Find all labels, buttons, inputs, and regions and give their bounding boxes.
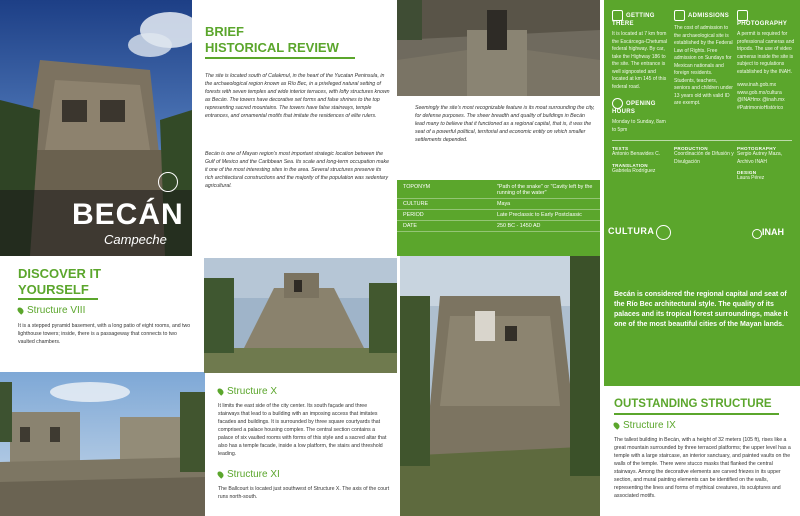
location-pin-icon [16, 306, 24, 314]
table-row [397, 221, 600, 232]
structure-ix-image [400, 256, 600, 516]
credits-texts [612, 146, 670, 175]
opening-hours-block [612, 98, 670, 134]
cover-logo-icon [158, 172, 178, 192]
credit-text: Antonio Benavides C. [612, 151, 661, 157]
credits-photography [737, 146, 795, 183]
discover-heading-line2: YOURSELF [18, 282, 89, 297]
structure-viii-heading [18, 305, 85, 316]
credit-text: Gabriela Rodríguez [612, 167, 656, 174]
quote-text: Becán is considered the regional capital and seat of the Río Bec architectural style. The quality of its palaces and its tropical forest surroundings, make it one of the most beautiful cities of the Mayan lands. [614, 291, 788, 329]
car-icon [612, 10, 623, 21]
admissions-block [674, 10, 734, 108]
outstanding-heading: OUTSTANDING STRUCTURE [614, 398, 772, 410]
table-key: TOPONYM [397, 182, 491, 199]
structure-ix-photo [400, 256, 600, 516]
discover-heading-underline [18, 298, 98, 300]
getting-there-block [612, 10, 670, 91]
location-pin-icon [216, 387, 224, 395]
credit-text: Coordinación de Difusión y Divulgación [674, 151, 734, 165]
getting-there-title: GETTING THERE [612, 13, 655, 27]
structure-ix-heading [614, 420, 676, 431]
admissions-title: ADMISSIONS [688, 13, 730, 20]
history-heading-line2: HISTORICAL REVIEW [205, 40, 339, 55]
photography-block [737, 10, 795, 112]
info-table-grid [397, 182, 600, 232]
structure-x-image [204, 258, 397, 373]
structure-ix-label: Structure IX [623, 420, 676, 431]
cover-title: BECÁN [72, 198, 184, 231]
credits-divider [612, 140, 792, 141]
structure-x-photo [204, 258, 397, 373]
emblem-icon [656, 225, 671, 240]
table-value: "Path of the snake" or "Cavity left by the running of the water" [491, 182, 600, 199]
structure-ix-text: The tallest building in Becán, with a height of 32 meters (105 ft), rises like a great mountain surrounded by three terraced platforms; the upper level has a temple with a large staircase, an interior sanctuary, and painted vaults on the walls of the temple. There were stucco masks that flanked the central stairways. Among the decorative elements are carved friezes in its upper section, and mural painting elements can be identified on the walls, representing the lines and forms of mythical creatures, its sculptures and associated motifs. [614, 437, 791, 500]
credit-title: TRANSLATION [612, 162, 648, 168]
plaza-image [0, 372, 205, 516]
structure-xi-text: The Ballcourt is located just southwest of Structure X. The axis of the court runs north-south. [218, 486, 390, 501]
table-row [397, 182, 600, 199]
opening-hours-title: OPENING HOURS [612, 101, 656, 115]
table-key: DATE [397, 221, 491, 232]
credits-production [674, 146, 734, 166]
logo-cultura: CULTURA [608, 226, 655, 236]
inah-logo-icon [752, 229, 762, 239]
structure-x-label: Structure X [227, 386, 278, 397]
credit-title: DESIGN [737, 170, 757, 175]
photography-text: A permit is required for professional cameras and tripods. The use of video cameras inside the site is subject to regulations established by the INAH. [737, 31, 795, 75]
photography-title: PHOTOGRAPHY [737, 21, 788, 27]
structure-x-text: It limits the east side of the city center. Its south façade and three stairways that lead to a building with an imposing access that imitates facades and buildings. It is surrounded by three square courtyards that comprised a palace housing complex. The central section contains a palace of six vaulted rooms with forms of this style and a sacred altar that also has a temple facade, inside a low platform, the stairs and threshold leading. [218, 403, 387, 458]
stairway-photo [397, 0, 600, 96]
table-value: Late Preclassic to Early Postclassic [491, 210, 600, 221]
clock-icon [612, 98, 623, 109]
cover-subtitle: Campeche [104, 232, 167, 247]
camera-icon [737, 10, 748, 21]
plaza-photo [0, 372, 205, 516]
structure-viii-text: It is a stepped pyramid basement, with a long patio of eight rooms, and two lighthouse towers; inside, there is a passageway that connects to two vaulted chambers. [18, 323, 191, 346]
money-icon [674, 10, 685, 21]
table-row [397, 199, 600, 210]
credit-title: PRODUCTION [674, 146, 708, 151]
credit-text: Laura Pérez [737, 175, 765, 181]
structure-x-heading [218, 386, 277, 397]
getting-there-text: It is located at 7 km from the Escárcega-Chetumal federal highway. By car, take the Highway 186 to the site. The entrance is well signposted and located at km 145 of this federal road. [612, 31, 668, 90]
location-pin-icon [216, 470, 224, 478]
history-heading-underline [205, 57, 355, 59]
admissions-text: The cost of admission to the archaeological site is established by the Federal Law of Rights. Free admission on Sundays for Mexican nationals and foreign residents. Students, teachers, seniors and children under 13 years old with valid ID are exempt. [674, 25, 733, 106]
structure-viii-label: Structure VIII [27, 305, 86, 316]
table-value: Maya [491, 199, 600, 210]
history-heading-line1: BRIEF [205, 24, 244, 39]
opening-hours-text: Monday to Sunday, 8am to 5pm [612, 119, 666, 133]
info-table [397, 180, 600, 256]
location-pin-icon [612, 421, 620, 429]
web-links[interactable]: www.inah.gob.mx www.gob.mx/cultura @INAHmx @inah.mx #PatrimonioHistórico [737, 82, 785, 111]
credit-title: TEXTS [612, 146, 629, 151]
structure-xi-label: Structure XI [227, 469, 280, 480]
table-key: CULTURE [397, 199, 491, 210]
quote-box [604, 256, 800, 386]
credit-title: PHOTOGRAPHY [737, 146, 777, 151]
stairway-image [397, 0, 600, 96]
credit-text: Sergio Autrey Maza, Archivo INAH [737, 151, 783, 165]
history-para2: Becán is one of Mayan region's most important strategic location between the Gulf of Mexico and the Caribbean Sea. Its scale and long-term occupation make it one of the most interesting sites in the area. Several structures preserve its rich architectural constructions and the majority of the population was sedentary agricultural. [205, 151, 389, 190]
cover-photo [0, 0, 192, 256]
logo-inah: INAH [762, 227, 784, 237]
visitor-panel [604, 0, 800, 256]
table-row [397, 210, 600, 221]
structure-xi-heading [218, 469, 280, 480]
table-value: 250 BC - 1450 AD [491, 221, 600, 232]
discover-heading-line1: DISCOVER IT [18, 266, 102, 281]
history-para3: Seemingly the site's most recognizable feature is its moat surrounding the city, for defense purposes. The sheer breadth and quality of buildings in Becán lead many to believe that it functioned as a regional capital, that is, it was the seat of a powerful political, territorial and economic entity on which smaller settlements depended. [415, 105, 595, 144]
history-para1: The site is located south of Calakmul, in the heart of the Yucatan Peninsula, in the archaeological region known as Río Bec, in a privileged natural setting of forests with seven temples and wide interior terraces, with lofty structures known as Becán. The towers have decorative set forms and false shrines to the top representing sacred mountains. The towers have false stairways, temple entrances, and ornamental motifs that imitate the residences of elite rulers. [205, 73, 390, 120]
table-key: PERIOD [397, 210, 491, 221]
outstanding-heading-underline [614, 413, 779, 415]
